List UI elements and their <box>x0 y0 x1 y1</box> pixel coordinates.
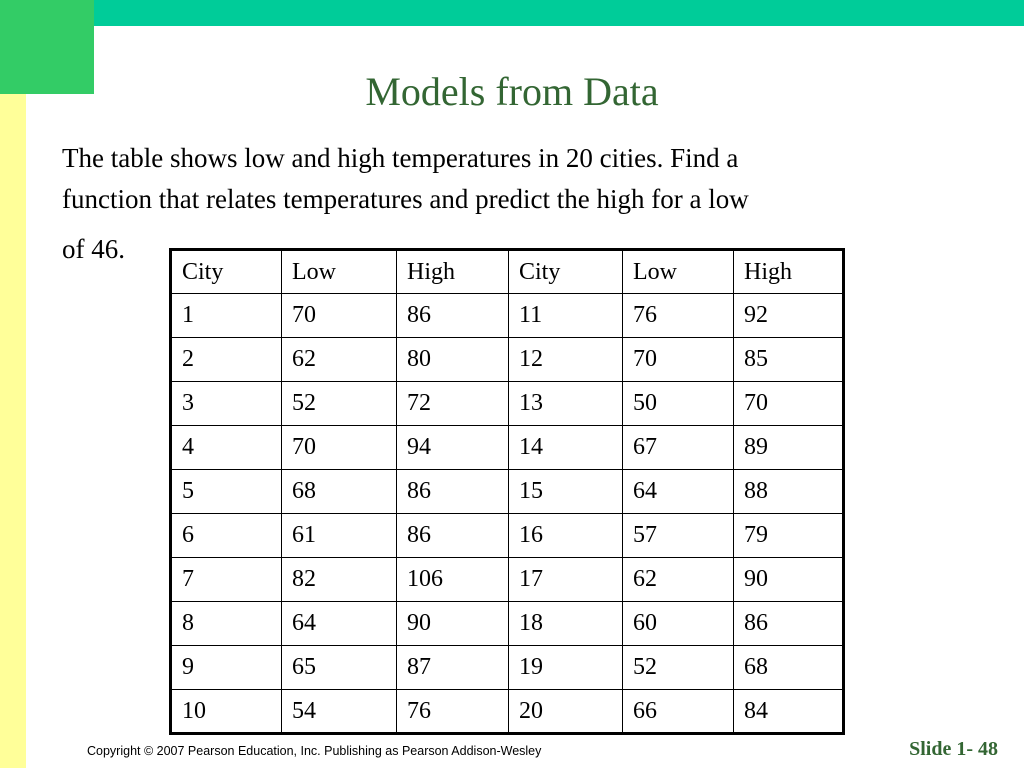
table-cell: 7 <box>171 558 282 602</box>
top-accent-bar <box>0 0 1024 26</box>
table-cell: 54 <box>282 690 397 734</box>
table-row <box>171 426 844 470</box>
table-cell: 57 <box>623 514 734 558</box>
table-header-cell: High <box>397 250 509 294</box>
table-cell: 9 <box>171 646 282 690</box>
table-row <box>171 338 844 382</box>
table-cell: 70 <box>282 426 397 470</box>
table-cell: 50 <box>623 382 734 426</box>
table-cell: 10 <box>171 690 282 734</box>
table-header-row <box>171 250 844 294</box>
table-header-cell: City <box>171 250 282 294</box>
table-cell: 52 <box>623 646 734 690</box>
table-cell: 8 <box>171 602 282 646</box>
table-cell: 19 <box>509 646 623 690</box>
table-cell: 60 <box>623 602 734 646</box>
slide-number: Slide 1- 48 <box>909 738 998 760</box>
table-cell: 70 <box>623 338 734 382</box>
table-row <box>171 646 844 690</box>
table-cell: 64 <box>623 470 734 514</box>
table-row <box>171 382 844 426</box>
table-cell: 18 <box>509 602 623 646</box>
table-cell: 12 <box>509 338 623 382</box>
table-cell: 14 <box>509 426 623 470</box>
slide-body-text <box>62 138 942 220</box>
table-cell: 5 <box>171 470 282 514</box>
table-cell: 62 <box>623 558 734 602</box>
table-row <box>171 558 844 602</box>
body-line-1: The table shows low and high temperatures in 20 cities. Find a <box>62 143 739 173</box>
table-cell: 94 <box>397 426 509 470</box>
table-cell: 15 <box>509 470 623 514</box>
table-cell: 87 <box>397 646 509 690</box>
table-cell: 1 <box>171 294 282 338</box>
table-cell: 76 <box>397 690 509 734</box>
table-cell: 65 <box>282 646 397 690</box>
table-cell: 20 <box>509 690 623 734</box>
table-cell: 13 <box>509 382 623 426</box>
table-cell: 90 <box>397 602 509 646</box>
table-row <box>171 514 844 558</box>
table-cell: 84 <box>734 690 844 734</box>
table-cell: 92 <box>734 294 844 338</box>
table-row <box>171 294 844 338</box>
table-cell: 68 <box>282 470 397 514</box>
table-cell: 2 <box>171 338 282 382</box>
table-cell: 80 <box>397 338 509 382</box>
table-row <box>171 470 844 514</box>
slide-title: Models from Data <box>365 69 659 114</box>
body-line-2: function that relates temperatures and predict the high for a low <box>62 184 749 214</box>
temperature-table <box>169 248 845 735</box>
table-row <box>171 602 844 646</box>
table-cell: 89 <box>734 426 844 470</box>
table-cell: 82 <box>282 558 397 602</box>
table-cell: 16 <box>509 514 623 558</box>
table-cell: 86 <box>397 294 509 338</box>
table-cell: 86 <box>734 602 844 646</box>
table-cell: 85 <box>734 338 844 382</box>
table-cell: 88 <box>734 470 844 514</box>
table-cell: 67 <box>623 426 734 470</box>
table-cell: 79 <box>734 514 844 558</box>
table-header-cell: City <box>509 250 623 294</box>
table-cell: 52 <box>282 382 397 426</box>
table-cell: 72 <box>397 382 509 426</box>
table-cell: 11 <box>509 294 623 338</box>
table-cell: 64 <box>282 602 397 646</box>
table-cell: 66 <box>623 690 734 734</box>
copyright-footer: Copyright © 2007 Pearson Education, Inc. Publishing as Pearson Addison-Wesley <box>87 744 542 758</box>
table-cell: 4 <box>171 426 282 470</box>
table-cell: 86 <box>397 470 509 514</box>
table-row <box>171 690 844 734</box>
table-cell: 3 <box>171 382 282 426</box>
table-cell: 86 <box>397 514 509 558</box>
table-cell: 17 <box>509 558 623 602</box>
table-cell: 70 <box>734 382 844 426</box>
table-cell: 90 <box>734 558 844 602</box>
table-cell: 6 <box>171 514 282 558</box>
table-cell: 62 <box>282 338 397 382</box>
table-cell: 76 <box>623 294 734 338</box>
table-cell: 106 <box>397 558 509 602</box>
table-header-cell: High <box>734 250 844 294</box>
table-cell: 70 <box>282 294 397 338</box>
table-header-cell: Low <box>282 250 397 294</box>
table-cell: 61 <box>282 514 397 558</box>
table-header-cell: Low <box>623 250 734 294</box>
table-cell: 68 <box>734 646 844 690</box>
body-line-3: of 46. <box>62 234 125 264</box>
